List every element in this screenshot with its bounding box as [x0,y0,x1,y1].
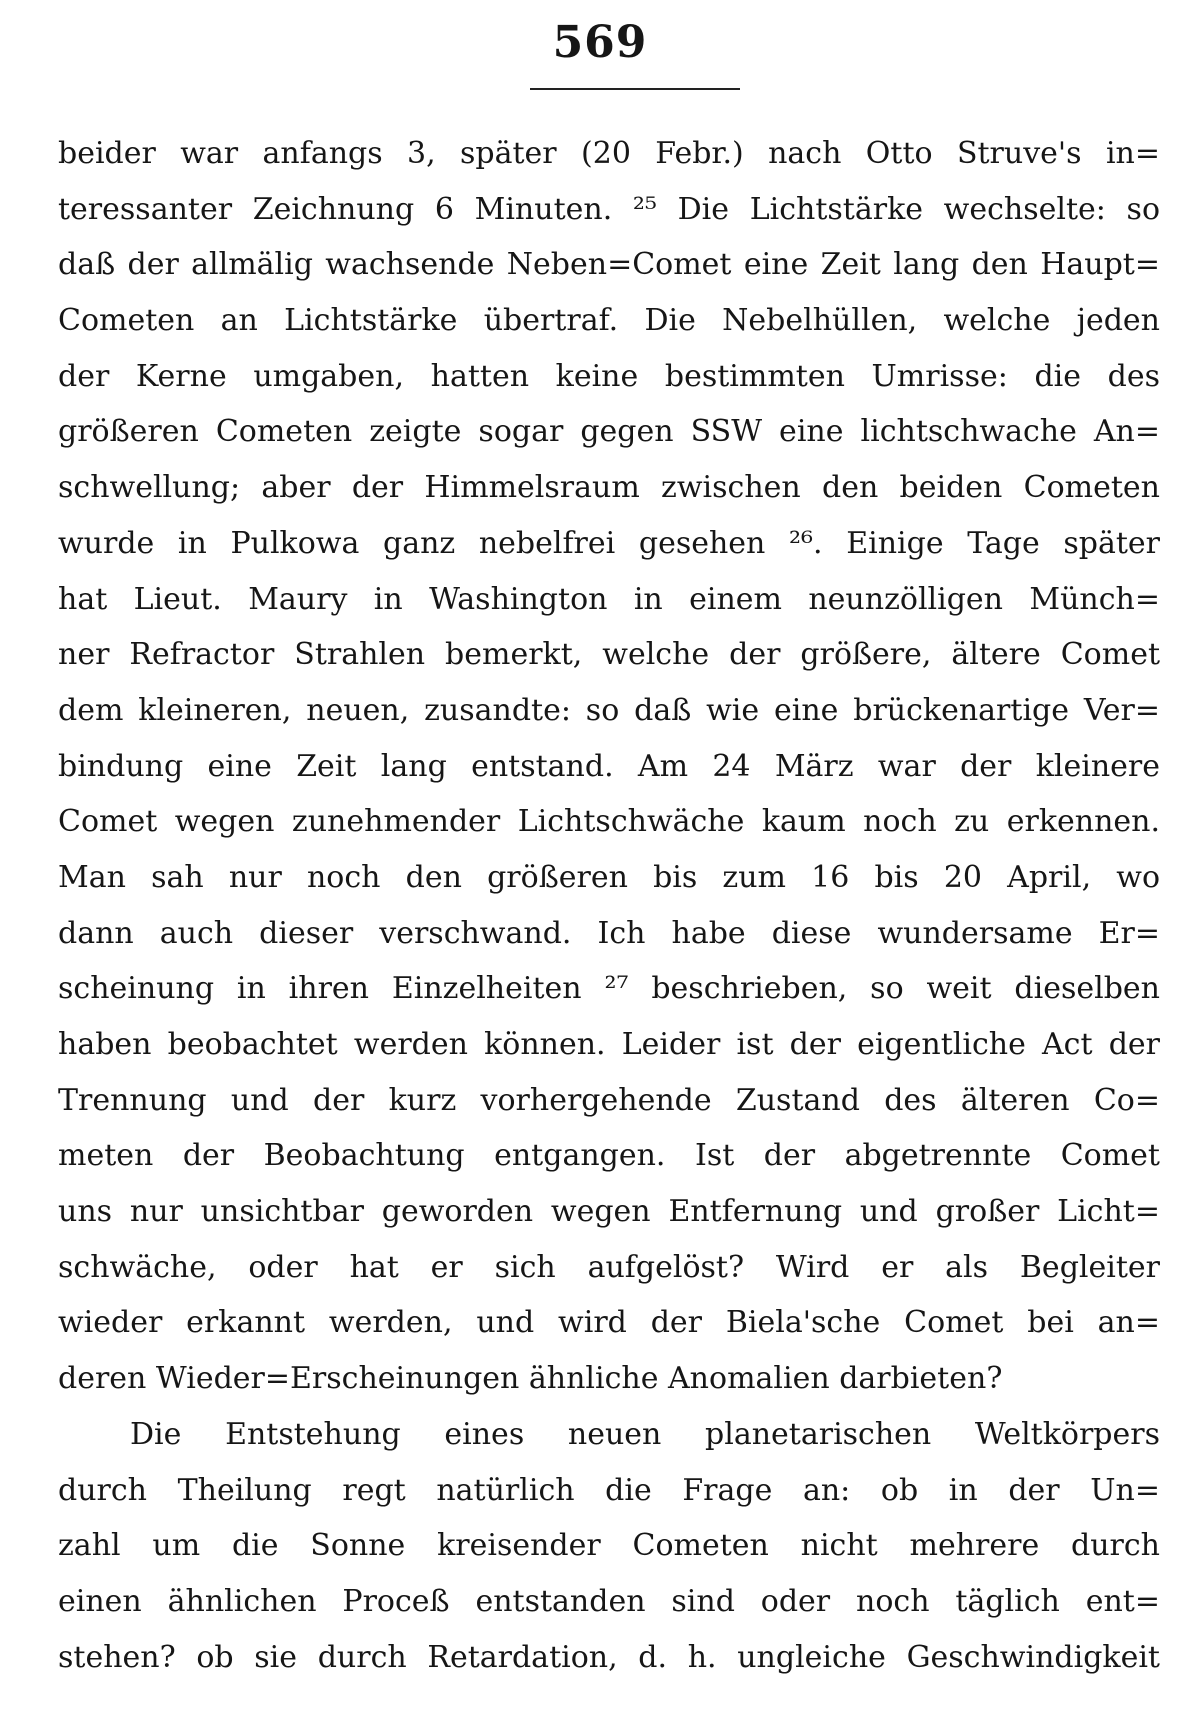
text-line: der Kerne umgaben, hatten keine bestimmten Umrisse: die des [58,358,1160,394]
text-line: Die Entstehung eines neuen planetarischen Weltkörpers [130,1416,1160,1452]
text-line: uns nur unsichtbar geworden wegen Entfernung und großer Licht= [58,1194,1160,1230]
text-line: beider war anfangs 3, später (20 Febr.) nach Otto Struve's in= [58,136,1160,171]
text-line: meten der Beobachtung entgangen. Ist der abgetrennte Comet [58,1138,1160,1174]
text-line: schwellung; aber der Himmelsraum zwischen den beiden Cometen [58,470,1160,506]
text-line: Man sah nur noch den größeren bis zum 16 bis 20 April, wo [58,859,1160,895]
text-line: einen ähnlichen Proceß entstanden sind oder noch täglich ent= [58,1583,1160,1619]
text-line: bindung eine Zeit lang entstand. Am 24 März war der kleinere [58,748,1160,784]
text-line: dem kleineren, neuen, zusandte: so daß wie eine brückenartige Ver= [58,692,1160,728]
text-line: teressanter Zeichnung 6 Minuten. ²⁵ Die Lichtstärke wechselte: so [58,191,1160,227]
text-line: wurde in Pulkowa ganz nebelfrei gesehen ²⁶. Einige Tage später [58,525,1160,561]
text-line: wieder erkannt werden, und wird der Biela'sche Comet bei an= [58,1305,1160,1341]
text-line: hat Lieut. Maury in Washington in einem neunzölligen Münch= [58,581,1160,617]
text-line: ner Refractor Strahlen bemerkt, welche der größere, ältere Comet [58,637,1160,673]
text-line: haben beobachtet werden können. Leider ist der eigentliche Act der [58,1027,1160,1062]
text-line: dann auch dieser verschwand. Ich habe diese wundersame Er= [58,915,1160,951]
text-line: durch Theilung regt natürlich die Frage an: ob in der Un= [58,1472,1160,1508]
body-text [58,126,1160,1685]
text-line: scheinung in ihren Einzelheiten ²⁷ beschrieben, so weit dieselben [58,971,1160,1007]
text-line: deren Wieder=Erscheinungen ähnliche Anomalien darbieten? [58,1361,1003,1397]
text-line: daß der allmälig wachsende Neben=Comet eine Zeit lang den Haupt= [58,247,1160,283]
text-line: zahl um die Sonne kreisender Cometen nicht mehrere durch [58,1528,1160,1564]
text-line: größeren Cometen zeigte sogar gegen SSW eine lichtschwache An= [58,414,1160,450]
header-rule [530,88,740,90]
text-line: Comet wegen zunehmender Lichtschwäche kaum noch zu erkennen. [58,804,1160,840]
text-line: schwäche, oder hat er sich aufgelöst? Wird er als Begleiter [58,1249,1160,1285]
text-line: Trennung und der kurz vorhergehende Zustand des älteren Co= [58,1082,1160,1118]
text-line: Cometen an Lichtstärke übertraf. Die Nebelhüllen, welche jeden [58,303,1160,339]
page-number: 569 [552,17,648,68]
text-line: stehen? ob sie durch Retardation, d. h. ungleiche Geschwindigkeit [58,1639,1160,1675]
